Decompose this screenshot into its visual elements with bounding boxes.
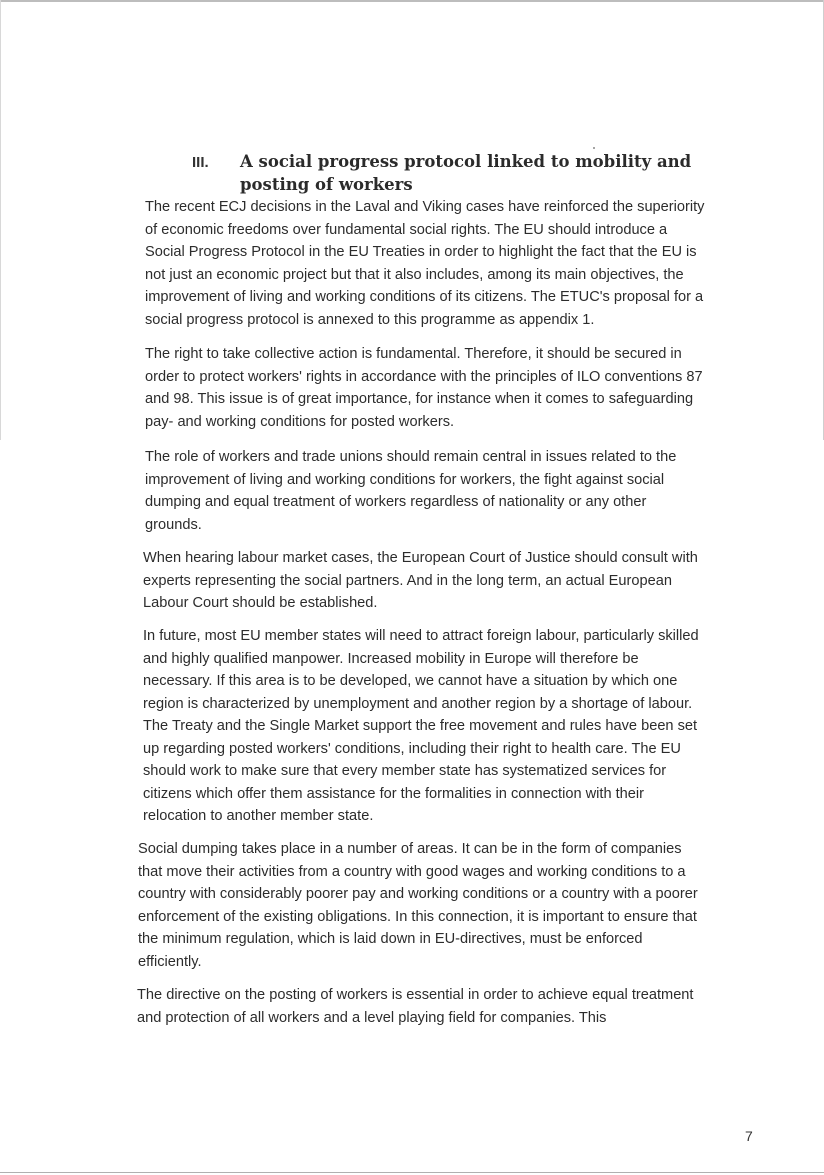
paragraph-collective-action: The right to take collective action is fundamental. Therefore, it should be secured in order to protect workers' rights in accordance with the principles of ILO conventions 87 and 98. This issue is of great importance, for instance when it comes to safeguarding pay- and working conditions for posted workers. (145, 346, 703, 430)
paragraph-social-progress-protocol: The recent ECJ decisions in the Laval and Viking cases have reinforced the superiority of economic freedoms over fundamental social rights. The EU should introduce a Social Progress Protocol in the EU Treaties in order to highlight the fact that the EU is not just an economic project but that it also includes, among its main objectives, the improvement of living and working conditions of its citizens. The ETUC's proposal for a social progress protocol is annexed to this programme as appendix 1. (145, 199, 705, 328)
page-bottom-edge (0, 1172, 824, 1173)
page-top-edge (0, 0, 824, 2)
paragraph-mobility: In future, most EU member states will need to attract foreign labour, particularly skilled and highly qualified manpower. Increased mobility in Europe will therefore be necessary. If this area is to be developed, we cannot have a situation by which one region is characterized by unemployment and another region by a shortage of labour. The Treaty and the Single Market support the free movement and rules have been set up regarding posted workers' conditions, including their right to health care. The EU should work to make sure that every member state has systematized services for citizens which offer them assistance for the formalities in connection with their relocation to another member state. (143, 628, 699, 824)
section-title: A social progress protocol linked to mobility and posting of workers (240, 152, 692, 194)
paragraph-posting-directive: The directive on the posting of workers is essential in order to achieve equal treatment and protection of all workers and a level playing field for companies. This (137, 987, 694, 1026)
scan-speck (593, 147, 595, 149)
paragraph-court-of-justice: When hearing labour market cases, the European Court of Justice should consult with experts representing the social partners. And in the long term, an actual European Labour Court should be established. (143, 550, 698, 611)
paragraph-role-of-unions: The role of workers and trade unions should remain central in issues related to the improvement of living and working conditions for workers, the fight against social dumping and equal treatment of workers regardless of nationality or any other grounds. (145, 449, 677, 533)
page-number: 7 (745, 1128, 753, 1144)
paragraph-social-dumping: Social dumping takes place in a number of areas. It can be in the form of companies that move their activities from a country with good wages and working conditions to a country with considerably poorer pay and working conditions or a country with a poorer enforcement of the existing obligations. In this connection, it is important to ensure that the minimum regulation, which is laid down in EU-directives, must be enforced efficiently. (138, 841, 698, 970)
page-left-edge (0, 0, 1, 440)
section-number: III. (192, 154, 209, 171)
